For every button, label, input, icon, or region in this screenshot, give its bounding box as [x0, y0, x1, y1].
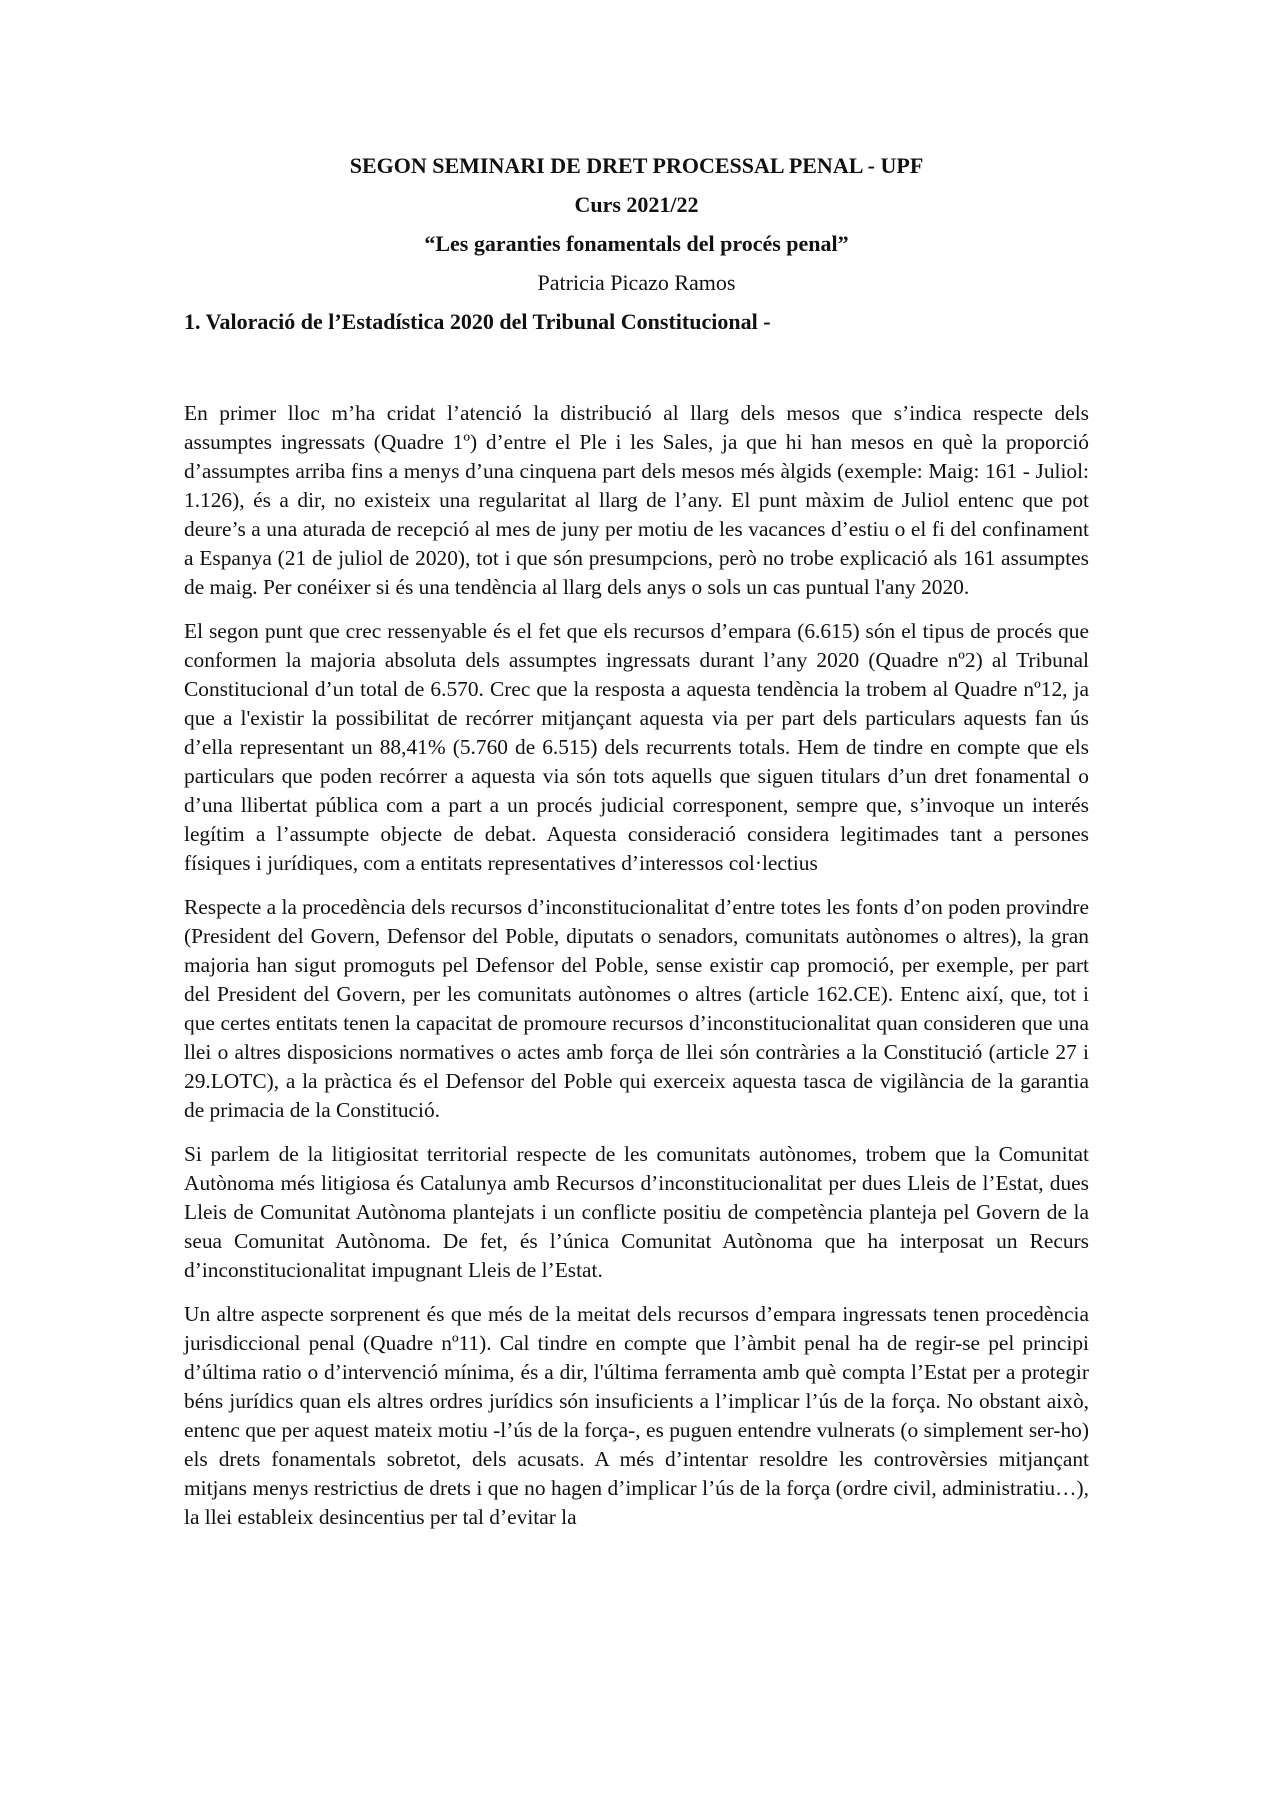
seminar-title: SEGON SEMINARI DE DRET PROCESSAL PENAL - UPF — [349, 153, 924, 178]
body-paragraph: Si parlem de la litigiositat territorial respecte de les comunitats autònomes, trobem que la Comunitat Autònoma més litigiosa és Catalunya amb Recursos d’inconstitucionalitat per dues Lleis de l’Estat, dues Lleis de Comunitat Autònoma plantejats i un conflicte positiu de competència planteja pel Govern de la seua Comunitat Autònoma. De fet, és l’única Comunitat Autònoma que ha interposat un Recurs d’inconstitucionalitat impugnant Lleis de l’Estat. — [184, 1142, 1089, 1282]
body-paragraph: En primer lloc m’ha cridat l’atenció la distribució al llarg dels mesos que s’indica respecte dels assumptes ingressats (Quadre 1º) d’entre el Ple i les Sales, ja que hi han mesos en què la proporció d’assumptes arriba fins a menys d’una cinquena part dels mesos més àlgids (exemple: Maig: 161 - Juliol: 1.126), és a dir, no existeix una regularitat al llarg de l’any. El punt màxim de Juliol entenc que pot deure’s a una aturada de recepció al mes de juny per motiu de les vacances d’estiu o el fi del confinament a Espanya (21 de juliol de 2020), tot i que són presumpcions, però no trobe explicació als 161 assumptes de maig. Per conéixer si és una tendència al llarg dels anys o sols un cas puntual l'any 2020. — [184, 401, 1089, 599]
section-title: 1. Valoració de l’Estadística 2020 del Tribunal Constitucional - — [184, 309, 771, 334]
body-paragraph: Respecte a la procedència dels recursos d’inconstitucionalitat d’entre totes les fonts d’on poden provindre (President del Govern, Defensor del Poble, diputats o senadors, comunitats autònomes o altres), la gran majoria han sigut promoguts pel Defensor del Poble, sense existir cap promoció, per exemple, per part del President del Govern, per les comunitats autònomes o altres (article 162.CE). Entenc així, que, tot i que certes entitats tenen la capacitat de promoure recursos d’inconstitucionalitat quan consideren que una llei o altres disposicions normatives o actes amb força de llei són contràries a la Constitució (article 27 i 29.LOTC), a la pràctica és el Defensor del Poble qui exerceix aquesta tasca de vigilància de la garantia de primacia de la Constitució. — [184, 895, 1089, 1122]
course-year: Curs 2021/22 — [574, 192, 699, 217]
body-paragraph: El segon punt que crec ressenyable és el fet que els recursos d’empara (6.615) són el tipus de procés que conformen la majoria absoluta dels assumptes ingressats durant l’any 2020 (Quadre nº2) al Tribunal Constitucional d’un total de 6.570. Crec que la resposta a aquesta tendència la trobem al Quadre nº12, ja que a l'existir la possibilitat de recórrer mitjançant aquesta via per part dels particulars aquests fan ús d’ella representant un 88,41% (5.760 de 6.515) dels recurrents totals. Hem de tindre en compte que els particulars que poden recórrer a aquesta via són tots aquells que siguen titulars d’un dret fonamental o d’una llibertat pública com a part a un procés judicial corresponent, sempre que, s’invoque un interés legítim a l’assumpte objecte de debat. Aquesta consideració considera legitimades tant a persones físiques i jurídiques, com a entitats representatives d’interessos col·lectius — [184, 619, 1089, 875]
author-name: Patricia Picazo Ramos — [537, 270, 736, 295]
document-subtitle: “Les garanties fonamentals del procés penal” — [424, 231, 849, 256]
document-header — [184, 146, 1089, 341]
document-body — [184, 399, 1089, 1547]
body-paragraph: Un altre aspecte sorprenent és que més de la meitat dels recursos d’empara ingressats tenen procedència jurisdiccional penal (Quadre nº11). Cal tindre en compte que l’àmbit penal ha de regir-se pel principi d’última ratio o d’intervenció mínima, és a dir, l'última ferramenta amb què compta l’Estat per a protegir béns jurídics quan els altres ordres jurídics són insuficients a l’implicar l’ús de la força. No obstant això, entenc que per aquest mateix motiu -l’ús de la força-, es puguen entendre vulnerats (o simplement ser-ho) els drets fonamentals sobretot, dels acusats. A més d’intentar resoldre les controvèrsies mitjançant mitjans menys restrictius de drets i que no hagen d’implicar l’ús de la força (ordre civil, administratiu…), la llei estableix desincentius per tal d’evitar la — [184, 1302, 1089, 1529]
